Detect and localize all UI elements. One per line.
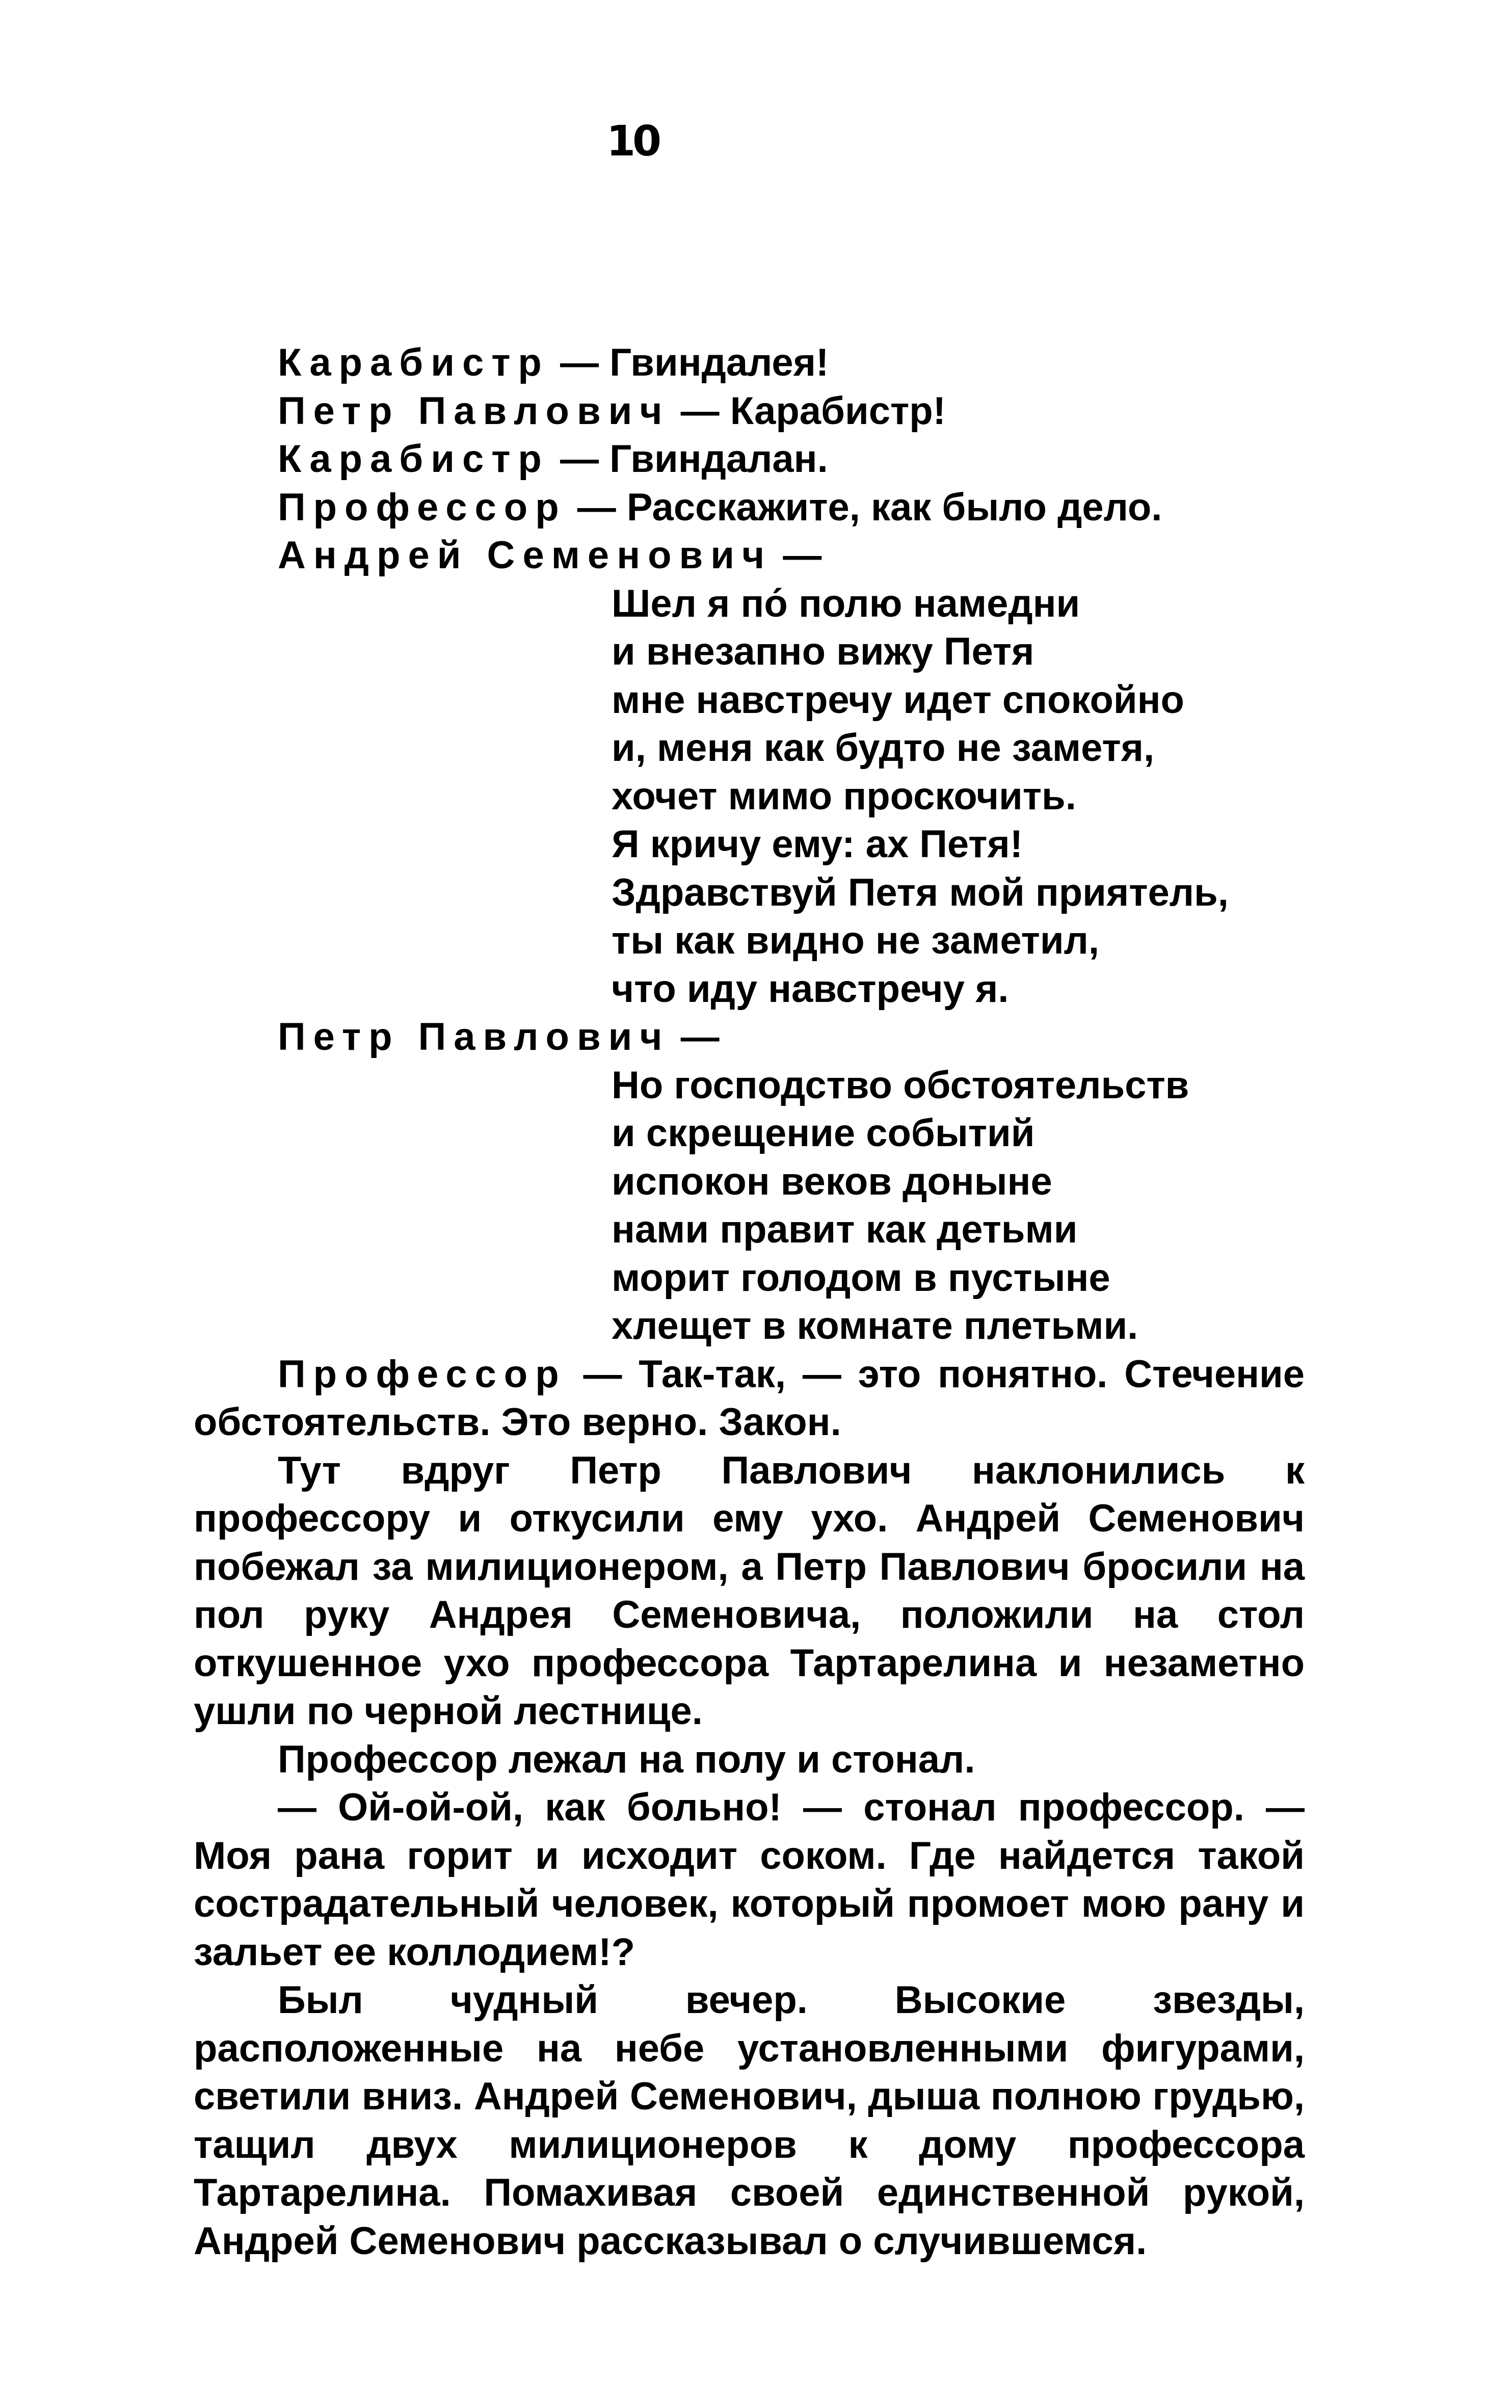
- paragraph: Тут вдруг Петр Павлович наклонились к профессору и откусили ему ухо. Андрей Семенович побежал за милиционером, а Петр Павлович бросили на пол руку Андрея Семеновича, положили на стол откушенное ухо профессора Тартарелина и незаметно ушли по черной лестнице.: [194, 1448, 1305, 1733]
- verse-line: хлещет в комнате плетьми.: [612, 1304, 1138, 1347]
- speaker-dash: —: [670, 1015, 720, 1059]
- dialogue-paragraph: [194, 1351, 1305, 1447]
- verse-line: что иду навстречу я.: [612, 967, 1009, 1011]
- dialogue-text: — Гвиндалан.: [549, 437, 828, 481]
- dialogue-line: [194, 435, 1305, 484]
- paragraph: Был чудный вечер. Высокие звезды, расположенные на небе установленными фигурами, светили вниз. Андрей Семенович, дыша полною грудью, тащил двух милиционеров к дому профессора Тартарелина. Помахивая своей единственной рукой, Андрей Семенович рассказывал о случившемся.: [194, 1978, 1305, 2263]
- paragraph: — Ой-ой-ой, как больно! — стонал профессор. — Моя рана горит и исходит соком. Где найдется такой сострадательный человек, который промоет мою рану и зальет ее коллодием!?: [194, 1786, 1305, 1974]
- verse-line: хочет мимо проскочить.: [612, 774, 1076, 818]
- verse-speaker-line: [194, 532, 1305, 580]
- dialogue-line: [194, 387, 1305, 436]
- verse-speaker-line: [194, 1013, 1305, 1062]
- speaker-name: Профессор: [278, 485, 567, 529]
- verse-line: Но господство обстоятельств: [612, 1063, 1189, 1107]
- dialogue-line: [194, 339, 1305, 387]
- dialogue-text: — Расскажите, как было дело.: [566, 485, 1162, 529]
- verse-line: ты как видно не заметил,: [612, 919, 1099, 962]
- speaker-name: Андрей Семенович: [278, 534, 773, 577]
- speaker-dash: —: [772, 534, 822, 577]
- dialogue-text: — Гвиндалея!: [549, 341, 829, 384]
- dialogue-text: — Так-так, — это понятно. Стечение обстоятельств. Это верно. Закон.: [194, 1352, 1305, 1444]
- verse-line: испокон веков доныне: [612, 1159, 1052, 1203]
- verse-line: и внезапно вижу Петя: [612, 630, 1034, 673]
- dialogue-text: — Карабистр!: [670, 389, 946, 433]
- verse-line: Я кричу ему: ах Петя!: [612, 823, 1023, 866]
- verse-line: морит голодом в пустыне: [612, 1256, 1110, 1300]
- verse-block: [194, 580, 1305, 1014]
- verse-line: и скрещение событий: [612, 1112, 1035, 1155]
- page-number: 10: [606, 117, 659, 166]
- verse-line: Здравствуй Петя мой приятель,: [612, 870, 1229, 914]
- paragraph: Профессор лежал на полу и стонал.: [278, 1737, 975, 1781]
- verse-line: мне навстречу идет спокойно: [612, 678, 1184, 722]
- speaker-name: Карабистр: [278, 437, 549, 481]
- dialogue-line: [194, 484, 1305, 532]
- verse-block: [194, 1062, 1305, 1351]
- verse-line: Шел я по́ полю намедни: [612, 581, 1080, 625]
- speaker-name: Карабистр: [278, 341, 549, 384]
- page-text: [194, 339, 1305, 2265]
- verse-line: нами правит как детьми: [612, 1208, 1078, 1251]
- speaker-name: Петр Павлович: [278, 389, 670, 433]
- verse-line: и, меня как будто не заметя,: [612, 726, 1155, 770]
- speaker-name: Профессор: [278, 1352, 567, 1396]
- speaker-name: Петр Павлович: [278, 1015, 670, 1059]
